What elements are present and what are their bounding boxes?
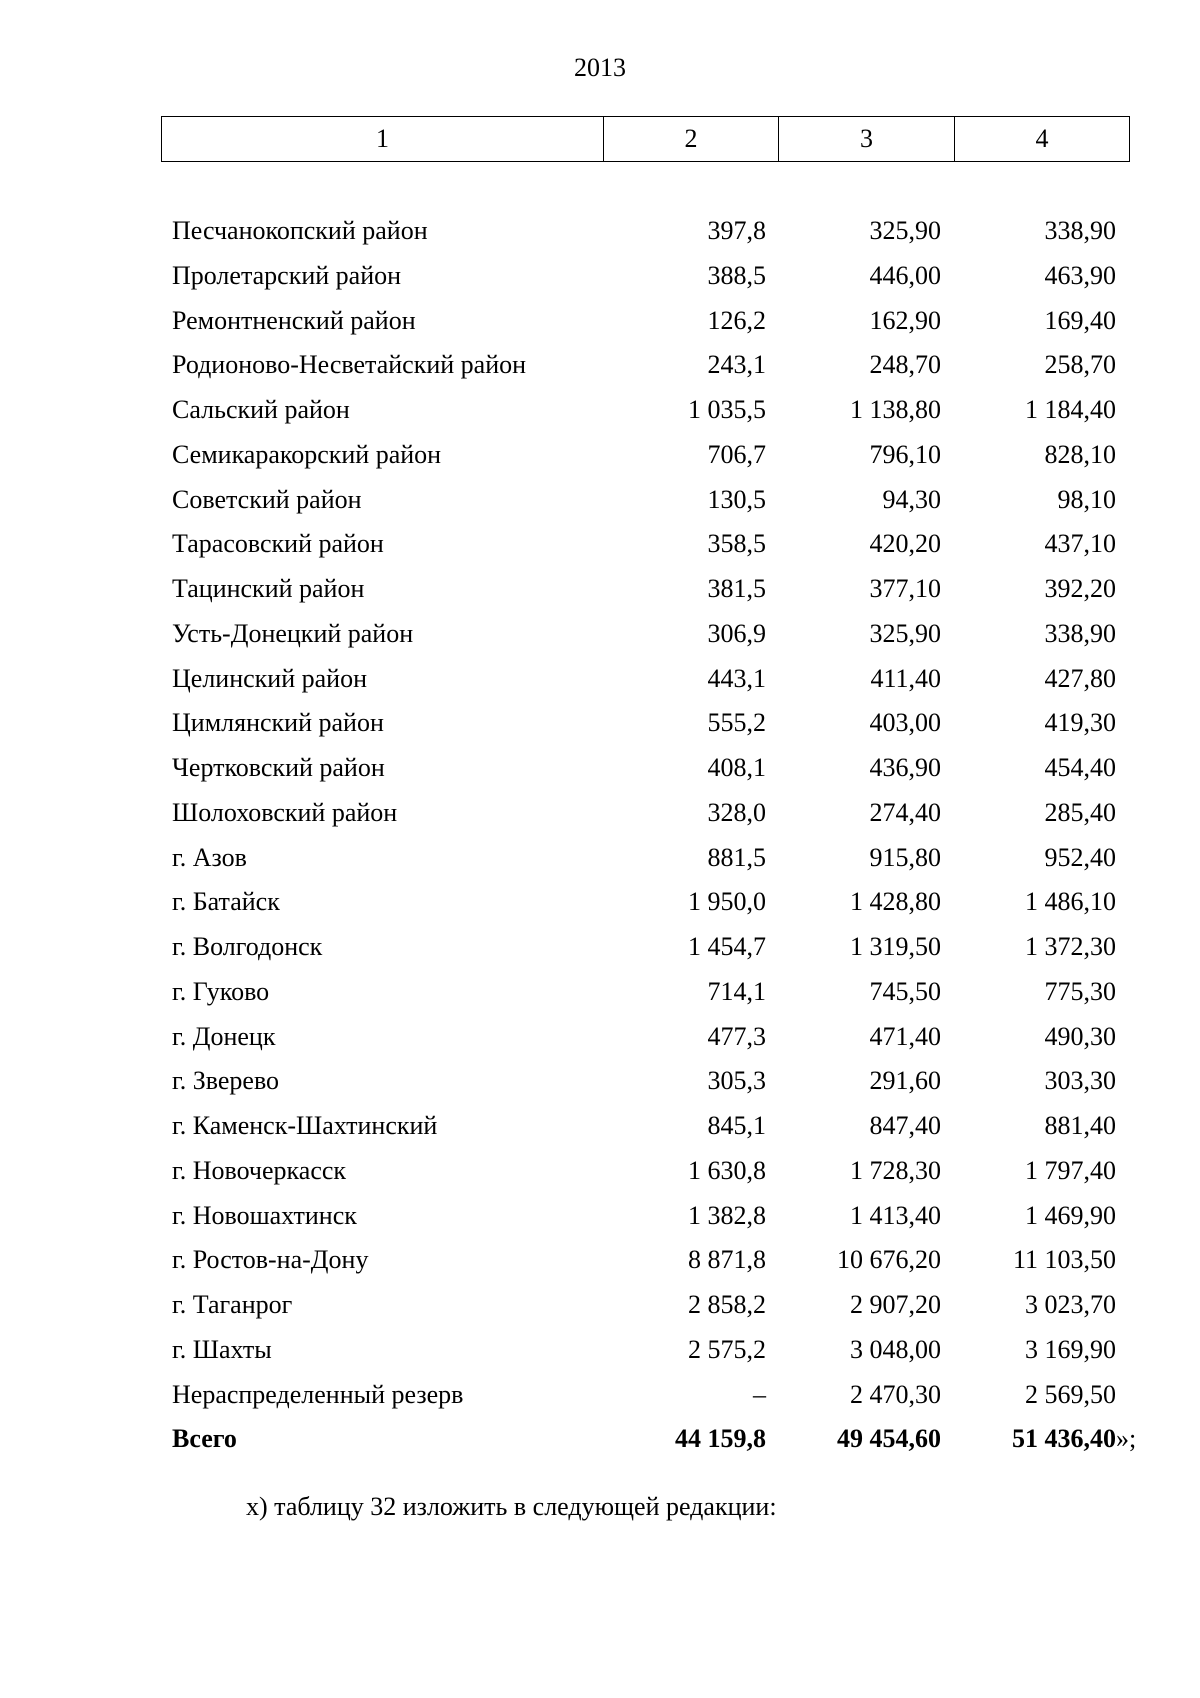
total-label: Всего [172,1424,237,1454]
row-value-col3: 411,40 [870,663,941,693]
row-name: Цимлянский район [172,708,384,738]
row-value-col3: 325,90 [869,216,941,245]
row-value-col2: 397,8 [707,216,766,245]
table-row [0,1194,1200,1239]
row-value-col2: – [753,1379,766,1409]
row-value-col3: 1 428,80 [850,887,941,917]
row-value-col2: 1 382,8 [688,1200,766,1230]
total-row [0,1417,1200,1462]
table-row [0,836,1200,881]
column-number-4: 4 [955,117,1130,162]
row-value-col2: 126,2 [707,305,766,335]
row-value-col4: 169,40 [1044,305,1116,335]
table-row [0,925,1200,970]
row-name: Пролетарский район [172,260,402,290]
row-value-col4: 1 797,40 [1025,1155,1116,1185]
row-value-col3: 2 907,20 [850,1290,941,1319]
row-value-col2: 306,9 [707,618,766,648]
table-row [0,1104,1200,1149]
table-row [0,254,1200,299]
table-row [0,612,1200,657]
row-value-col2: 8 871,8 [688,1245,766,1275]
row-value-col4: 463,90 [1044,260,1116,290]
table-row [0,1059,1200,1104]
table-row [0,746,1200,791]
row-value-col4: 338,90 [1044,618,1116,648]
row-value-col4: 881,40 [1044,1111,1116,1140]
column-number-1: 1 [162,117,604,162]
row-value-col2: 881,5 [707,842,766,872]
row-value-col2: 305,3 [707,1066,766,1096]
row-name: Тацинский район [172,574,365,603]
column-number-3: 3 [779,117,955,162]
row-value-col3: 1 413,40 [850,1200,941,1230]
row-value-col3: 403,00 [869,708,941,738]
row-name: Советский район [172,484,362,514]
row-value-col2: 381,5 [707,574,766,603]
row-name: Целинский район [172,663,367,693]
table-row [0,343,1200,388]
row-value-col4: 285,40 [1044,797,1116,827]
table-row [0,522,1200,567]
row-value-col4: 437,10 [1044,529,1116,559]
column-number-header [161,116,1130,162]
row-value-col3: 420,20 [869,529,941,559]
table-row [0,299,1200,344]
row-value-col4: 11 103,50 [1012,1245,1116,1275]
row-value-col2: 1 950,0 [688,887,766,917]
row-value-col2: 1 454,7 [688,932,766,961]
table-row [0,567,1200,612]
row-value-col4: 303,30 [1044,1066,1116,1096]
row-value-col3: 1 138,80 [850,395,941,424]
table-row [0,1015,1200,1060]
row-value-col2: 477,3 [707,1021,766,1051]
row-name: г. Таганрог [172,1290,293,1319]
row-value-col4: 338,90 [1044,216,1116,245]
table-row [0,209,1200,254]
table-row [0,1373,1200,1418]
row-name: Нераспределенный резерв [172,1379,464,1409]
row-value-col4: 2 569,50 [1025,1379,1116,1409]
row-value-col4: 258,70 [1044,350,1116,380]
row-name: г. Шахты [172,1334,272,1364]
row-value-col2: 2 858,2 [688,1290,766,1319]
row-name: г. Азов [172,842,247,872]
total-value-col2: 44 159,8 [675,1424,766,1454]
row-value-col4: 427,80 [1044,663,1116,693]
row-value-col3: 446,00 [869,260,941,290]
column-number-2: 2 [604,117,779,162]
row-name: г. Зверево [172,1066,280,1096]
row-name: г. Донецк [172,1021,276,1051]
row-value-col4: 952,40 [1044,842,1116,872]
row-value-col4: 454,40 [1044,753,1116,782]
row-value-col4: 3 023,70 [1025,1290,1116,1319]
row-value-col3: 325,90 [869,618,941,648]
table-row [0,388,1200,433]
row-value-col3: 915,80 [869,842,941,872]
row-value-col2: 443,1 [707,663,766,693]
row-name: Чертковский район [172,753,385,782]
row-value-col3: 377,10 [869,574,941,603]
instruction-paragraph: х) таблицу 32 изложить в следующей редакции: [246,1492,777,1521]
row-value-col4: 775,30 [1044,976,1116,1006]
row-value-col3: 3 048,00 [850,1334,941,1364]
table-row [0,1238,1200,1283]
row-value-col2: 555,2 [707,708,766,738]
total-value-col4: 51 436,40 [1012,1424,1116,1454]
row-value-col3: 94,30 [882,484,941,514]
row-name: Сальский район [172,395,350,424]
row-value-col2: 130,5 [707,484,766,514]
row-name: г. Каменск-Шахтинский [172,1111,438,1140]
row-value-col3: 1 319,50 [850,932,941,961]
row-value-col2: 845,1 [707,1111,766,1140]
row-value-col3: 745,50 [869,976,941,1006]
row-name: Усть-Донецкий район [172,618,414,648]
row-value-col3: 1 728,30 [850,1155,941,1185]
row-value-col3: 2 470,30 [850,1379,941,1409]
table-row [0,657,1200,702]
row-value-col3: 847,40 [869,1111,941,1140]
row-value-col2: 243,1 [707,350,766,380]
table-body [0,209,1200,1462]
row-name: г. Новошахтинск [172,1200,357,1230]
table-row [0,880,1200,925]
row-value-col4: 3 169,90 [1025,1334,1116,1364]
row-name: г. Новочеркасск [172,1155,347,1185]
row-value-col4: 1 486,10 [1025,887,1116,917]
row-value-col2: 388,5 [707,260,766,290]
row-name: Семикаракорский район [172,439,442,469]
row-value-col2: 714,1 [707,976,766,1006]
row-value-col2: 2 575,2 [688,1334,766,1364]
row-value-col2: 706,7 [707,439,766,469]
row-value-col3: 162,90 [869,305,941,335]
row-name: Тарасовский район [172,529,384,559]
table-row [0,791,1200,836]
row-value-col4: 490,30 [1044,1021,1116,1051]
row-value-col2: 328,0 [707,797,766,827]
row-value-col3: 10 676,20 [837,1245,941,1275]
table-row [0,433,1200,478]
row-value-col2: 1 630,8 [688,1155,766,1185]
row-value-col3: 291,60 [869,1066,941,1096]
row-value-col3: 471,40 [869,1021,941,1051]
total-value-col3: 49 454,60 [837,1424,941,1454]
row-value-col2: 358,5 [707,529,766,559]
table-row [0,1283,1200,1328]
row-name: Родионово-Несветайский район [172,350,527,380]
row-name: Песчанокопский район [172,216,428,245]
table-row [0,478,1200,523]
row-name: Шолоховский район [172,797,398,827]
row-value-col3: 248,70 [869,350,941,380]
row-value-col4: 1 372,30 [1025,932,1116,961]
row-value-col4: 98,10 [1057,484,1116,514]
row-name: г. Батайск [172,887,280,917]
row-value-col3: 796,10 [869,439,941,469]
table-row [0,1328,1200,1373]
row-value-col3: 436,90 [869,753,941,782]
page-number: 2013 [574,53,626,82]
row-value-col4: 828,10 [1044,439,1116,469]
row-value-col4: 1 184,40 [1025,395,1116,424]
row-name: г. Гуково [172,976,270,1006]
row-value-col4: 419,30 [1044,708,1116,738]
row-name: г. Волгодонск [172,932,323,961]
table-row [0,1149,1200,1194]
row-value-col2: 408,1 [707,753,766,782]
table-row [0,701,1200,746]
row-name: г. Ростов-на-Дону [172,1245,369,1275]
row-value-col2: 1 035,5 [688,395,766,424]
row-value-col3: 274,40 [869,797,941,827]
row-value-col4: 392,20 [1044,574,1116,603]
row-value-col4: 1 469,90 [1025,1200,1116,1230]
table-row [0,970,1200,1015]
closing-quote-mark: »; [1116,1424,1137,1454]
row-name: Ремонтненский район [172,305,416,335]
